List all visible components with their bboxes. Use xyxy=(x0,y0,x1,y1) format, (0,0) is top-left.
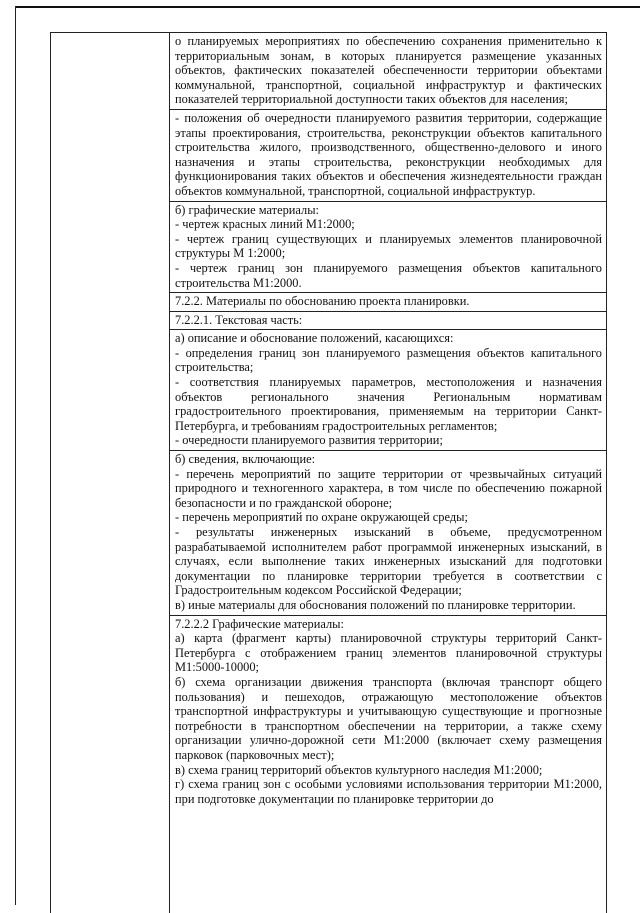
text-line: - определения границ зон планируемого размещения объектов капитального строительства; xyxy=(175,345,602,375)
text-line: б) графические материалы: xyxy=(175,202,319,217)
table-cell xyxy=(170,616,606,809)
text-line: б) сведения, включающие: xyxy=(175,452,316,467)
table-right-column xyxy=(170,33,606,913)
table-cell xyxy=(170,33,606,110)
table-cell xyxy=(170,293,606,312)
text-line: а) карта (фрагмент карты) планировочной структуры территорий Санкт-Петербурга с отображением границ элементов планировочной структуры М1:5000-10000; xyxy=(175,631,602,675)
text-line: - перечень мероприятий по охране окружающей среды; xyxy=(175,510,468,525)
table-cell xyxy=(170,330,606,451)
cell-text xyxy=(175,331,602,448)
page-left-rule xyxy=(15,6,16,905)
text-line: 7.2.2.1. Текстовая часть: xyxy=(175,312,303,327)
cell-text xyxy=(175,203,602,291)
table-cell xyxy=(170,451,606,616)
text-line: г) схема границ зон с особыми условиями использования территории М1:2000, при подготовке документации по планировке территории до xyxy=(175,777,602,806)
text-line: - положения об очередности планируемого развития территории, содержащие этапы проектирования, строительства, реконструкции объектов капитального строительства жилого, производственного, общественно-делового и иного назначения и этапы строительства, реконструкции необходимых для функционирования таких объектов и обеспечения жизнедеятельности граждан объектов коммунальной, транспортной, социальной инфраструктур. xyxy=(175,110,602,198)
table-cell xyxy=(170,202,606,294)
cell-text xyxy=(175,34,602,107)
text-line: - соответствия планируемых параметров, местоположения и назначения объектов регионального значения Региональным нормативам градостроительного проектирования, применяемым на территории Санкт-Петербурга, и требованиям градостроительных регламентов; xyxy=(175,375,602,433)
text-line: в) схема границ территорий объектов культурного наследия М1:2000; xyxy=(175,762,543,777)
cell-text xyxy=(175,111,602,199)
text-line: - результаты инженерных изысканий в объеме, предусмотренном разрабатываемой исполнителем работ программой инженерных изысканий, в случаях, если выполнение таких инженерных изысканий для подготовки документации по планировке территории требуется в соответствии с Градостроительным кодексом Российской Федерации; xyxy=(175,525,602,598)
table-cell xyxy=(170,110,606,202)
text-line: 7.2.2.2 Графические материалы: xyxy=(175,616,344,631)
text-line: б) схема организации движения транспорта (включая транспорт общего пользования) и пешеходов, отражающую местоположение объектов транспортной инфраструктуры и учитывающую существующие и прогнозные потребности в транспортном обеспечении на территории, а также схему организации улично-дорожной сети М1:2000 (включает схему размещения парковок (парковочных мест); xyxy=(175,674,602,762)
text-line: - перечень мероприятий по защите территории от чрезвычайных ситуаций природного и техногенного характера, в том числе по обеспечению пожарной безопасности и по гражданской обороне; xyxy=(175,466,602,510)
cell-text xyxy=(175,294,602,309)
text-line: - очередности планируемого развития территории; xyxy=(175,433,443,448)
cell-text xyxy=(175,452,602,613)
text-line: о планируемых мероприятиях по обеспечению сохранения применительно к территориальным зонам, в которых планируется размещение указанных объектов, фактических показателей обеспеченности территории объектами коммунальной, транспортной, социальной инфраструктур и фактических показателей территориальной доступности таких объектов для населения; xyxy=(175,34,602,107)
text-line: - чертеж красных линий М1:2000; xyxy=(175,217,355,232)
cell-text xyxy=(175,313,602,328)
text-line: - чертеж границ существующих и планируемых элементов планировочной структуры М 1:2000; xyxy=(175,231,602,261)
page-top-rule xyxy=(15,6,640,8)
text-line: в) иные материалы для обоснования положений по планировке территории. xyxy=(175,597,576,612)
text-line: а) описание и обоснование положений, касающихся: xyxy=(175,331,454,346)
cell-text xyxy=(175,617,602,807)
requirements-table xyxy=(50,32,607,913)
table-cell xyxy=(170,312,606,331)
text-line: 7.2.2. Материалы по обоснованию проекта планировки. xyxy=(175,294,470,309)
table-left-column xyxy=(51,33,170,913)
text-line: - чертеж границ зон планируемого размещения объектов капитального строительства М1:2000. xyxy=(175,260,602,290)
